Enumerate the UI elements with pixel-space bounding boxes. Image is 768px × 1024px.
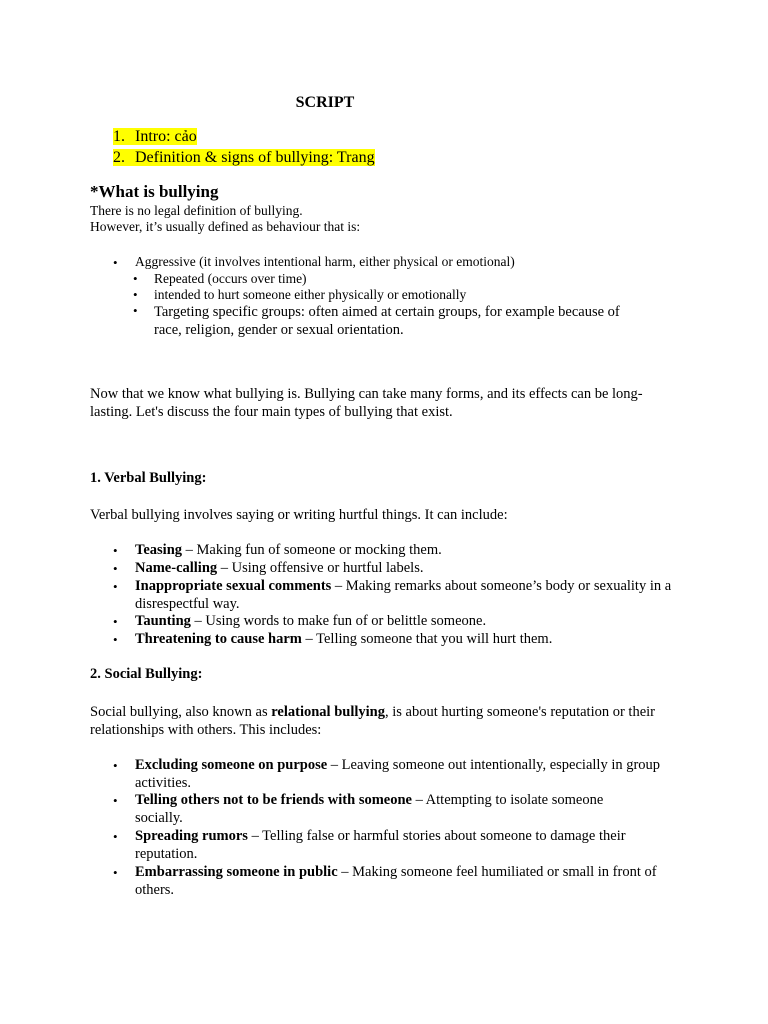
- section-heading-social-bullying: 2. Social Bullying:: [90, 666, 203, 682]
- bullet-icon: •: [113, 255, 118, 270]
- transition-paragraph: Now that we know what bullying is. Bullying can take many forms, and its effects can be long-lasting. Let's discuss the four main types of bullying that exist.: [90, 386, 643, 420]
- list-item: Telling others not to be friends with someone – Attempting to isolate someone socially.: [135, 792, 604, 826]
- bullet-icon: •: [113, 865, 118, 880]
- bullet-icon: •: [133, 303, 138, 318]
- section-heading-what-is-bullying: *What is bullying: [90, 182, 219, 201]
- definition-line: However, it’s usually defined as behaviour that is:: [90, 219, 361, 234]
- list-item: Embarrassing someone in public – Making someone feel humiliated or small in front of others.: [135, 864, 657, 898]
- list-item: Name-calling – Using offensive or hurtful labels.: [135, 560, 424, 576]
- section-heading-verbal-bullying: 1. Verbal Bullying:: [90, 470, 207, 486]
- bullet-icon: •: [113, 829, 118, 844]
- list-item: Spreading rumors – Telling false or harmful stories about someone to damage their reputation.: [135, 828, 626, 862]
- bullet-icon: •: [113, 561, 118, 576]
- bullet-icon: •: [113, 579, 118, 594]
- list-item: Taunting – Using words to make fun of or belittle someone.: [135, 613, 487, 629]
- bullet-icon: •: [113, 614, 118, 629]
- bullet-icon: •: [113, 632, 118, 647]
- definition-line: There is no legal definition of bullying.: [90, 203, 303, 218]
- list-item: Aggressive (it involves intentional harm, either physical or emotional): [135, 254, 515, 269]
- list-item: intended to hurt someone either physically or emotionally: [154, 287, 467, 302]
- bullet-icon: •: [113, 543, 118, 558]
- list-item: Inappropriate sexual comments – Making remarks about someone’s body or sexuality in a disrespectful way.: [135, 578, 672, 612]
- bullet-icon: •: [133, 287, 138, 302]
- outline-item: 1. Intro: cảo: [113, 128, 197, 145]
- list-item: Teasing – Making fun of someone or mocking them.: [135, 542, 442, 558]
- bullet-icon: •: [113, 758, 118, 773]
- page-title: SCRIPT: [295, 94, 355, 111]
- list-item: Targeting specific groups: often aimed at certain groups, for example because of race, religion, gender or sexual orientation.: [154, 304, 620, 338]
- bullet-icon: •: [113, 793, 118, 808]
- list-item: Excluding someone on purpose – Leaving someone out intentionally, especially in group activities.: [135, 757, 661, 791]
- bullet-icon: •: [133, 271, 138, 286]
- list-item: Threatening to cause harm – Telling someone that you will hurt them.: [135, 631, 553, 647]
- outline-item: 2. Definition & signs of bullying: Trang: [113, 149, 375, 166]
- list-item: Repeated (occurs over time): [154, 271, 307, 286]
- section-intro: Verbal bullying involves saying or writing hurtful things. It can include:: [90, 507, 508, 523]
- section-intro: Social bullying, also known as relational bullying, is about hurting someone's reputation or their relationships with others. This includes:: [90, 704, 656, 738]
